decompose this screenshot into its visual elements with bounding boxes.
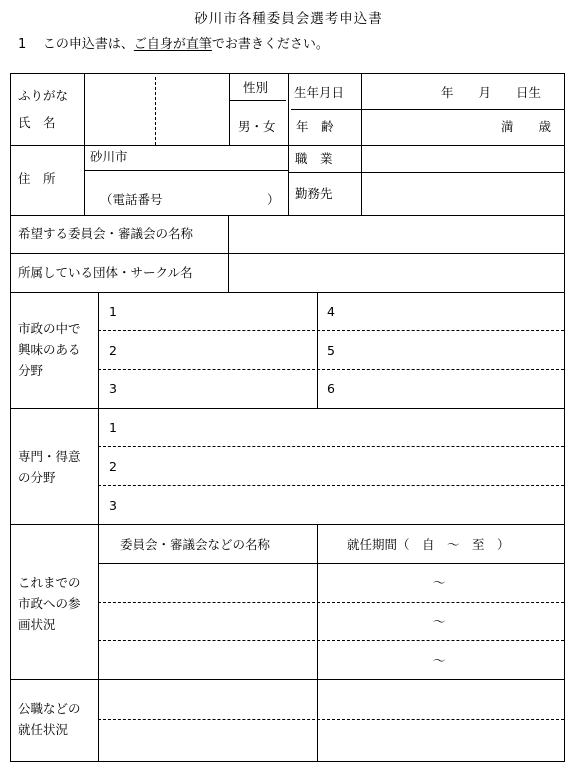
past-tilde-1: ～ <box>433 575 446 590</box>
rule-gender-label <box>230 100 286 101</box>
desired-committee-label: 希望する委員会・審議会の名称 <box>18 226 194 241</box>
phone-close: ） <box>267 192 280 207</box>
rule-row-7 <box>11 679 564 680</box>
age-label: 年 齢 <box>296 119 334 134</box>
furigana-label: ふりがな <box>18 88 69 103</box>
rule-col-past-split <box>317 524 318 762</box>
rule-birth-age <box>291 109 564 110</box>
past-label-line-3: 画状況 <box>18 617 56 632</box>
specialty-label-line-1: 専門・得意 <box>18 449 81 464</box>
rule-col-right <box>361 74 362 215</box>
interest-number-3: 3 <box>109 381 117 396</box>
interest-label-line-2: 興味のある <box>18 342 81 357</box>
address-city: 砂川市 <box>90 149 128 164</box>
interest-label <box>18 318 81 381</box>
phone-label: （電話番号 <box>100 192 163 207</box>
interest-number-5: 5 <box>327 343 335 358</box>
interest-label-line-1: 市政の中で <box>18 321 81 336</box>
rule-col-mid <box>288 74 289 215</box>
past-label-line-1: これまでの <box>18 575 81 590</box>
public-office-line-2: 就任状況 <box>18 722 69 737</box>
instruction-number: 1 <box>18 37 27 52</box>
dashed-interest-2 <box>98 369 564 370</box>
document-title: 砂川市各種委員会選考申込書 <box>194 11 383 27</box>
past-column-name: 委員会・審議会などの名称 <box>120 537 271 552</box>
dashed-past-1 <box>98 602 564 603</box>
instruction-line <box>18 38 329 51</box>
rule-past-header <box>98 563 564 564</box>
instruction-underlined-own: ご自身が <box>133 37 186 52</box>
instruction-text-before: この申込書は、 <box>42 37 134 52</box>
past-column-period: 就任期間（ 自 ～ 至 ） <box>347 537 510 552</box>
rule-row-2 <box>11 215 564 216</box>
dashed-furigana-split <box>155 77 156 145</box>
past-participation-label <box>18 572 81 635</box>
application-form <box>10 73 565 762</box>
past-label-line-2: 市政への参 <box>18 596 81 611</box>
public-office-line-1: 公職などの <box>18 701 81 716</box>
public-office-label <box>18 698 81 740</box>
dashed-public-office <box>98 719 564 720</box>
specialty-number-1: 1 <box>109 420 117 435</box>
address-label: 住 所 <box>18 171 56 186</box>
rule-col-rows-label <box>228 215 229 292</box>
interest-number-2: 2 <box>109 343 117 358</box>
interest-number-6: 6 <box>327 381 335 396</box>
dashed-interest-1 <box>98 330 564 331</box>
birthdate-label: 生年月日 <box>294 85 345 100</box>
specialty-number-2: 2 <box>109 459 117 474</box>
interest-label-line-3: 分野 <box>18 363 44 378</box>
rule-col-gender-left <box>229 74 230 145</box>
birthdate-units: 年 月 日生 <box>441 85 542 100</box>
instruction-text-after: でお書きください。 <box>211 37 329 52</box>
rule-row-6 <box>11 524 564 525</box>
rule-row-5 <box>11 408 564 409</box>
dashed-specialty-2 <box>98 485 564 486</box>
workplace-label: 勤務先 <box>295 186 333 201</box>
rule-row-4 <box>11 292 564 293</box>
interest-number-4: 4 <box>327 304 335 319</box>
rule-address-inner <box>84 170 288 171</box>
dashed-past-2 <box>98 640 564 641</box>
specialty-number-3: 3 <box>109 498 117 513</box>
interest-number-1: 1 <box>109 304 117 319</box>
instruction-underlined-handwritten: 直筆 <box>185 37 212 52</box>
rule-col-section-label <box>98 292 99 762</box>
dashed-specialty-1 <box>98 446 564 447</box>
gender-options[interactable]: 男・女 <box>238 119 276 134</box>
specialty-label <box>18 446 81 488</box>
age-unit: 満 歳 <box>501 119 552 134</box>
rule-row-3 <box>11 253 564 254</box>
rule-col-label-top <box>84 74 85 215</box>
occupation-label: 職 業 <box>295 151 333 166</box>
past-tilde-3: ～ <box>433 653 446 668</box>
rule-occupation <box>288 172 564 173</box>
rule-col-interest-split <box>317 292 318 408</box>
gender-label: 性別 <box>243 80 269 95</box>
specialty-label-line-2: の分野 <box>18 470 56 485</box>
affiliated-group-label: 所属している団体・サークル名 <box>18 265 193 280</box>
past-tilde-2: ～ <box>433 614 446 629</box>
name-label: 氏 名 <box>18 115 56 130</box>
